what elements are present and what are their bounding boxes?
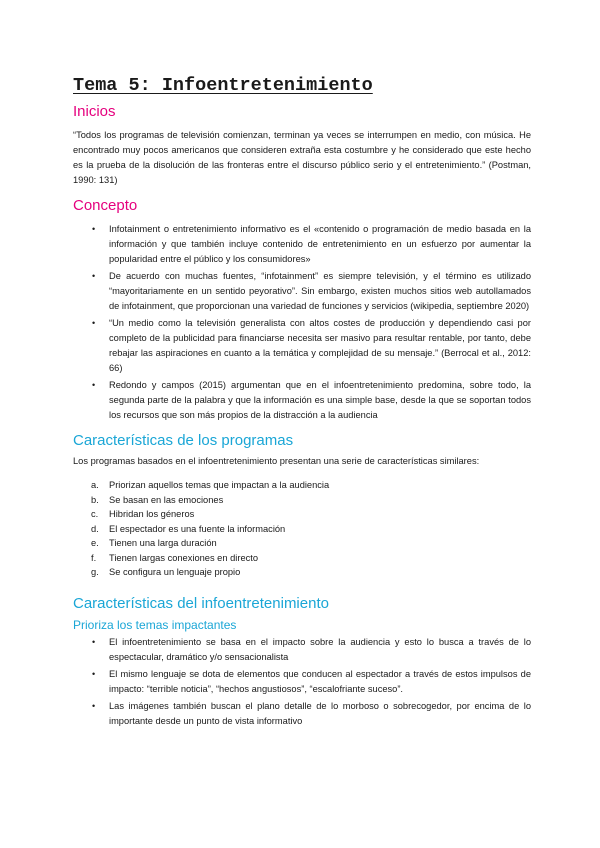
- list-item: d. El espectador es una fuente la información: [91, 523, 286, 534]
- section-caracteristicas-programas: [73, 431, 531, 580]
- list-item: • El infoentretenimiento se basa en el impacto sobre la audiencia y esto lo busca a través de lo espectacular, dramático y/o sensacionalista: [92, 636, 531, 662]
- document-page: [73, 74, 531, 731]
- list-item: e. Tienen una larga duración: [91, 538, 217, 548]
- list-item: • De acuerdo con muchas fuentes, “infotainment” es siempre televisión, y el término es utilizado “mayoritariamente en un sentido peyorativo”. Sin embargo, existen muchos sitios web autollamados de infotainment, que proporcionan una variedad de funciones y servicios (wikipedia, septiembre 2020): [92, 271, 531, 311]
- list-item: g. Se configura un lenguaje propio: [91, 567, 241, 577]
- bullet-icon: •: [92, 224, 96, 234]
- list-item: • Las imágenes también buscan el plano detalle de lo morboso o sobrecogedor, por encima de lo importante desde un punto de vista informativo: [92, 700, 531, 726]
- subheading-prioriza: Prioriza los temas impactantes: [73, 617, 237, 632]
- inicios-paragraph: “Todos los programas de televisión comienzan, terminan ya veces se interrumpen en medio, con música. He encontrado muy pocos americanos que consideren extraña esta costumbre y he considerado que este hecho es la prueba de la disolución de las fronteras entre el discurso público serio y el entretenimiento.” (Postman, 1990: 131): [73, 130, 531, 185]
- list-item: f. Tienen largas conexiones en directo: [91, 552, 259, 563]
- page-title: Tema 5: Infoentretenimiento: [73, 75, 373, 96]
- bullet-icon: •: [92, 700, 96, 711]
- concepto-list: [73, 222, 531, 423]
- section-caracteristicas-info: [73, 594, 531, 729]
- bullet-icon: •: [92, 636, 96, 647]
- list-item: c. Hibridan los géneros: [91, 509, 195, 519]
- caracteristicas-intro: Los programas basados en el infoentretenimiento presentan una serie de características similares:: [73, 456, 480, 466]
- list-item: • “Un medio como la televisión generalista con altos costes de producción y dependiendo casi por completo de la publicidad para financiarse necesita ser masivo para resultar rentable, por tanto, debe rebajar las aspiraciones en cuanto a la temática y complejidad de su mensaje.” (Berrocal et al., 2012: 66): [92, 318, 531, 373]
- caracteristicas-info-list: [73, 635, 531, 729]
- list-item: a. Priorizan aquellos temas que impactan a la audiencia: [91, 480, 330, 490]
- bullet-icon: •: [92, 668, 96, 679]
- bullet-icon: •: [92, 271, 96, 281]
- section-inicios: [73, 102, 531, 188]
- heading-inicios: Inicios: [73, 103, 116, 120]
- list-item: • Infotainment o entretenimiento informativo es el «contenido o programación de medio basada en la información y que también incluye contenido de entretenimiento en un esfuerzo por aumentar la popularidad entre el público y los consumidores»: [92, 224, 531, 264]
- heading-caracteristicas-programas: Características de los programas: [73, 432, 294, 449]
- list-item: • Redondo y campos (2015) argumentan que en el infoentretenimiento predomina, sobre todo, la segunda parte de la palabra y que la información es una simple base, desde la que se soportan todos los recursos que son más propios de la distracción a la audiencia: [92, 380, 531, 420]
- heading-concepto: Concepto: [73, 197, 138, 214]
- list-item: • El mismo lenguaje se dota de elementos que conducen al espectador a través de estos impulsos de impacto: “terrible noticia”, “hechos angustiosos”, “escalofriante suceso”.: [92, 668, 531, 694]
- bullet-icon: •: [92, 318, 96, 328]
- section-concepto: [73, 196, 531, 423]
- caracteristicas-list: [73, 478, 531, 580]
- heading-caracteristicas-info: Características del infoentretenimiento: [73, 594, 329, 612]
- bullet-icon: •: [92, 380, 96, 390]
- list-item: b. Se basan en las emociones: [91, 494, 224, 505]
